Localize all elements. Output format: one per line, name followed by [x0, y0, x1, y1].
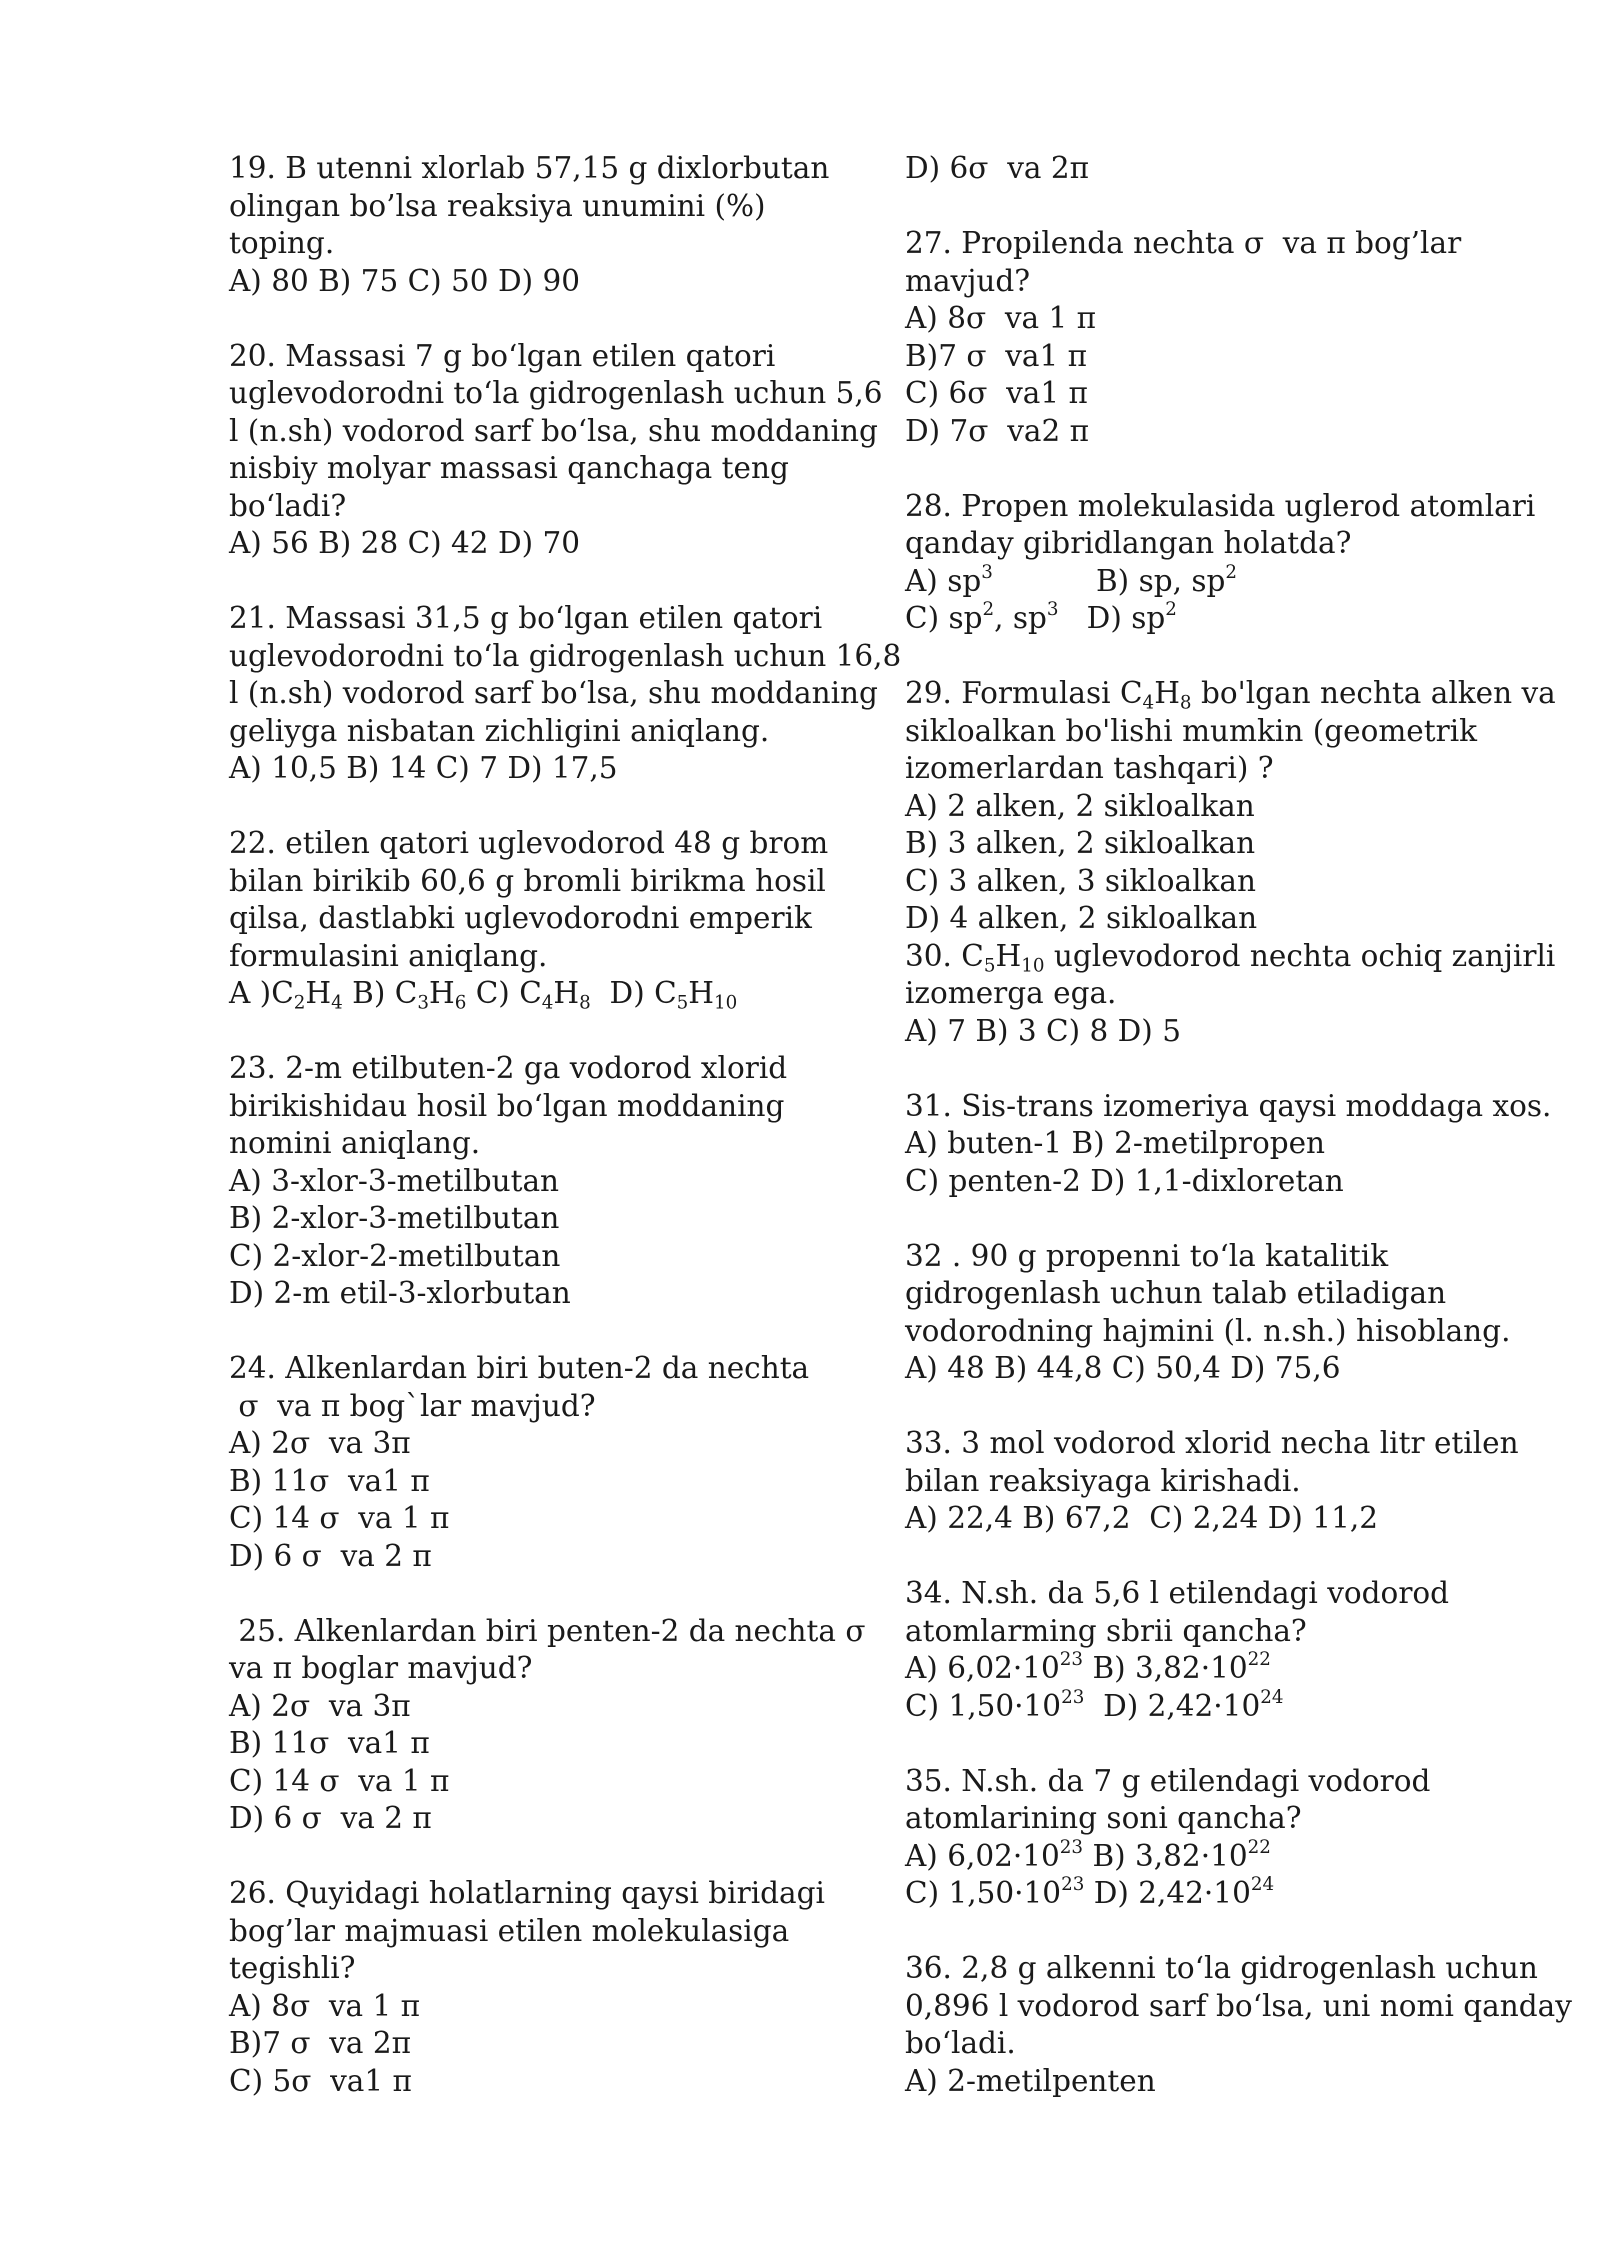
question-line: geliyga nisbatan zichligini aniqlang. [229, 713, 770, 748]
question-line: izomerga ega. [905, 976, 1117, 1010]
superscript: 2 [982, 599, 995, 621]
answer-options: A) buten-1 B) 2-metilpropen [905, 1126, 1326, 1160]
question-line: bo‘ladi? [229, 488, 347, 523]
answer-option: A) 8σ va 1 π [905, 301, 1097, 335]
formula-h: H [688, 976, 715, 1010]
subscript: 4 [1142, 692, 1155, 714]
question-line: tegishli? [229, 1951, 356, 1985]
question-19 [229, 150, 829, 300]
question-line: 21. Massasi 31,5 g bo‘lgan etilen qatori [229, 601, 823, 635]
subscript: 8 [1179, 692, 1192, 714]
question-35 [905, 1763, 1515, 1913]
superscript: 23 [1059, 1649, 1084, 1671]
subscript: 6 [454, 992, 467, 1014]
question-line: 23. 2-m etilbuten-2 ga vodorod xlorid [229, 1051, 788, 1085]
subscript: 8 [579, 992, 591, 1014]
formula-h: H [428, 976, 455, 1010]
question-line [905, 675, 1556, 714]
answer-options [905, 1838, 1515, 1876]
option-d-label: D) [590, 976, 655, 1010]
option-a: A) 6,02·10 [905, 1838, 1060, 1873]
question-line: va π boglar mavjud? [229, 1651, 533, 1685]
question-line: 35. N.sh. da 7 g etilendagi vodorod [905, 1763, 1431, 1798]
question-line: qilsa, dastlabki uglevodorodni emperik [229, 901, 812, 935]
question-line: bilan reaksiyaga kirishadi. [905, 1463, 1301, 1498]
question-29 [905, 675, 1556, 938]
answer-option: A) 2-metilpenten [905, 2063, 1156, 2098]
question-line: sikloalkan bo'lishi mumkin (geometrik [905, 713, 1478, 748]
answer-options: A) 10,5 B) 14 C) 7 D) 17,5 [229, 751, 618, 785]
option-c: C) 1,50·10 [905, 1688, 1062, 1723]
question-line [905, 938, 1556, 976]
answer-options [905, 1650, 1515, 1688]
question-24 [229, 1350, 829, 1575]
question-line: 24. Alkenlardan biri buten-2 da nechta [229, 1351, 810, 1385]
superscript: 24 [1260, 1686, 1284, 1708]
answer-option: C) 6σ va1 π [905, 376, 1088, 410]
option-d: D) 2,42·10 [1084, 1876, 1251, 1910]
question-line: 0,896 l vodorod sarf bo‘lsa, uni nomi qanday [905, 1988, 1572, 2023]
formula-h: H [305, 976, 332, 1010]
answer-options: A) 56 B) 28 C) 42 D) 70 [229, 526, 581, 560]
answer-option: B) 11σ va1 π [229, 1726, 430, 1760]
answer-options: A) 22,4 B) 67,2 C) 2,24 D) 11,2 [905, 1501, 1378, 1535]
answer-options: A) 48 B) 44,8 C) 50,4 D) 75,6 [905, 1351, 1341, 1385]
question-line: atomlarining soni qancha? [905, 1801, 1302, 1835]
answer-options [905, 600, 1515, 638]
question-line: izomerlardan tashqari) ? [905, 751, 1274, 785]
question-28 [905, 488, 1536, 638]
question-line: 27. Propilenda nechta σ va π bog’lar [905, 226, 1462, 260]
answer-option: A) 2σ va 3π [229, 1426, 411, 1460]
answer-option: D) 6 σ va 2 π [229, 1538, 432, 1573]
answer-option: A) 3-xlor-3-metilbutan [229, 1163, 560, 1198]
answer-option: D) 6σ va 2π [905, 151, 1089, 185]
question-33 [905, 1425, 1519, 1538]
superscript: 23 [1061, 1874, 1085, 1896]
subscript: 10 [714, 992, 738, 1014]
question-line: nisbiy molyar massasi qanchaga teng [229, 451, 789, 485]
answer-option: B) 3 alken, 2 sikloalkan [905, 826, 1256, 860]
subscript: 5 [676, 992, 689, 1014]
question-text: bo'lgan nechta alken va [1191, 676, 1556, 710]
question-text: 29. Formulasi [905, 676, 1120, 710]
subscript: 3 [417, 992, 429, 1014]
option-b-label: B) [342, 976, 395, 1010]
formula-h: H [1154, 676, 1180, 710]
question-36 [905, 1950, 1572, 2100]
question-line: mavjud? [905, 263, 1031, 298]
question-line: 22. etilen qatori uglevodorod 48 g brom [229, 826, 829, 860]
formula-c: C [961, 938, 984, 973]
question-text: uglevodorod nechta ochiq zanjirli [1044, 938, 1556, 973]
question-32 [905, 1238, 1515, 1388]
question-line: uglevodorodni to‘la gidrogenlash uchun 16,8 [229, 638, 902, 673]
question-line: 19. B utenni xlorlab 57,15 g dixlorbutan [229, 151, 830, 185]
formula-c: C [519, 976, 542, 1010]
formula-c: C [271, 976, 294, 1010]
question-line: 32 . 90 g propenni to‘la katalitik [905, 1238, 1389, 1273]
superscript: 23 [1061, 1686, 1085, 1708]
option-c: C) sp [905, 601, 983, 635]
option-a: A) 6,02·10 [905, 1651, 1060, 1685]
question-line: uglevodorodni to‘la gidrogenlash uchun 5,6 [229, 376, 883, 410]
answer-option: A) 8σ va 1 π [229, 1988, 421, 2023]
question-30 [905, 938, 1556, 1051]
question-line: bog’lar majmuasi etilen molekulasiga [229, 1913, 790, 1948]
question-31 [905, 1088, 1552, 1201]
superscript: 2 [1225, 561, 1238, 583]
question-line: 25. Alkenlardan biri penten-2 da nechta σ [229, 1613, 866, 1648]
subscript: 4 [331, 992, 343, 1014]
answer-option: D) 4 alken, 2 sikloalkan [905, 901, 1258, 935]
answer-option: A) 2 alken, 2 sikloalkan [905, 788, 1255, 823]
left-column [229, 150, 902, 2100]
answer-option: D) 2-m etil-3-xlorbutan [229, 1276, 571, 1310]
option-b: B) 3,82·10 [1083, 1838, 1248, 1873]
answer-options [905, 1688, 1515, 1726]
question-line: qanday gibridlangan holatda? [905, 526, 1352, 560]
question-line: toping. [229, 226, 335, 260]
question-line: 33. 3 mol vodorod xlorid necha litr etilen [905, 1426, 1519, 1460]
subscript: 2 [293, 992, 306, 1014]
superscript: 24 [1250, 1874, 1275, 1896]
question-line: 20. Massasi 7 g bo‘lgan etilen qatori [229, 338, 776, 373]
question-line: birikishidau hosil bo‘lgan moddaning [229, 1088, 785, 1123]
superscript: 2 [1165, 599, 1177, 621]
option-b: B) sp, sp [992, 563, 1226, 598]
superscript: 22 [1247, 1836, 1271, 1858]
superscript: 23 [1059, 1836, 1084, 1858]
question-25 [229, 1613, 866, 1838]
answer-option: B)7 σ va 2π [229, 2026, 412, 2060]
superscript: 3 [1046, 599, 1059, 621]
question-line: l (n.sh) vodorod sarf bo‘lsa, shu moddaning [229, 413, 878, 448]
question-line: vodorodning hajmini (l. n.sh.) hisoblang. [905, 1313, 1511, 1348]
answer-options: A) 80 B) 75 C) 50 D) 90 [229, 263, 581, 298]
answer-option: C) 2-xlor-2-metilbutan [229, 1238, 561, 1273]
option-d: D) 2,42·10 [1084, 1688, 1261, 1723]
option-a-label: A ) [229, 976, 272, 1010]
answer-options: A) 7 B) 3 C) 8 D) 5 [905, 1013, 1181, 1048]
question-line: formulasini aniqlang. [229, 938, 548, 973]
answer-option: A) 2σ va 3π [229, 1688, 411, 1723]
question-line: 31. Sis-trans izomeriya qaysi moddaga xos. [905, 1088, 1552, 1123]
formula-h: H [995, 938, 1022, 973]
option-c: C) 1,50·10 [905, 1876, 1062, 1910]
question-line: 36. 2,8 g alkenni to‘la gidrogenlash uchun [905, 1951, 1538, 1985]
formula-c: C [1119, 676, 1143, 710]
question-line: bilan birikib 60,6 g bromli birikma hosil [229, 863, 826, 898]
question-22 [229, 825, 829, 1013]
superscript: 22 [1247, 1649, 1271, 1671]
answer-options [905, 563, 1515, 601]
question-line: σ va π bog`lar mavjud? [229, 1388, 596, 1423]
answer-option: C) 14 σ va 1 π [229, 1501, 450, 1535]
question-34 [905, 1575, 1515, 1725]
question-20 [229, 338, 883, 563]
option-d: D) sp [1058, 601, 1166, 635]
option-b: B) 3,82·10 [1083, 1651, 1248, 1685]
question-line: 28. Propen molekulasida uglerod atomlari [905, 488, 1536, 523]
option-c-label: C) [466, 976, 520, 1010]
superscript: 3 [981, 561, 993, 583]
answer-options: C) penten-2 D) 1,1-dixloretan [905, 1163, 1344, 1198]
subscript: 5 [983, 954, 996, 976]
question-line: l (n.sh) vodorod sarf bo‘lsa, shu moddaning [229, 676, 878, 710]
question-line: gidrogenlash uchun talab etiladigan [905, 1276, 1447, 1310]
answer-option: C) 3 alken, 3 sikloalkan [905, 863, 1256, 898]
answer-option: D) 6 σ va 2 π [229, 1801, 432, 1835]
formula-c: C [654, 976, 677, 1010]
question-line: 34. N.sh. da 5,6 l etilendagi vodorod [905, 1576, 1450, 1610]
answer-options [229, 975, 829, 1013]
question-line: olingan bo’lsa reaksiya unumini (%) [229, 188, 766, 223]
answer-options [905, 1875, 1515, 1913]
question-text: 30. [905, 938, 962, 973]
question-27 [905, 225, 1515, 450]
answer-option: D) 7σ va2 π [905, 413, 1089, 448]
answer-option: C) 5σ va1 π [229, 2063, 412, 2098]
answer-option: B) 11σ va1 π [229, 1463, 430, 1498]
question-23 [229, 1050, 829, 1313]
option-c-mid: , sp [994, 601, 1047, 635]
question-line: bo‘ladi. [905, 2026, 1016, 2060]
right-column [905, 150, 1572, 2100]
formula-h: H [553, 976, 580, 1010]
question-line: nomini aniqlang. [229, 1126, 481, 1160]
question-26 [229, 1875, 829, 2100]
question-line: 26. Quyidagi holatlarning qaysi biridagi [229, 1876, 825, 1910]
answer-option: B) 2-xlor-3-metilbutan [229, 1201, 560, 1235]
answer-option: B)7 σ va1 π [905, 338, 1088, 373]
answer-option: C) 14 σ va 1 π [229, 1763, 450, 1798]
subscript: 4 [541, 992, 554, 1014]
option-a: A) sp [905, 563, 982, 598]
subscript: 10 [1021, 954, 1045, 976]
question-line: atomlarming sbrii qancha? [905, 1613, 1307, 1648]
formula-c: C [394, 976, 418, 1010]
question-21 [229, 600, 902, 788]
